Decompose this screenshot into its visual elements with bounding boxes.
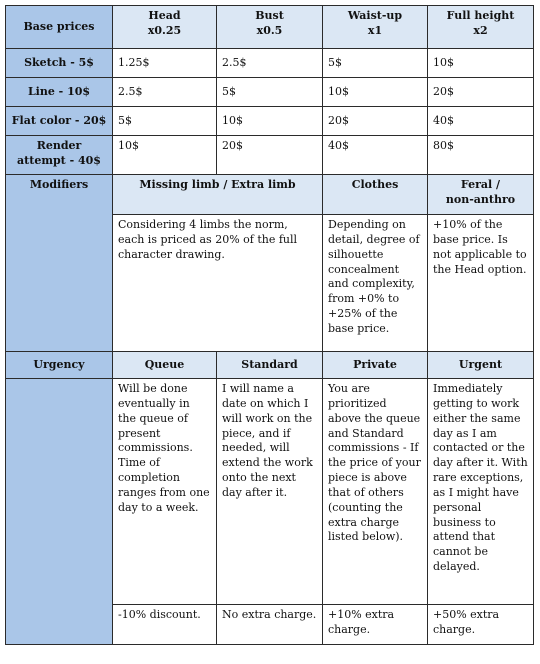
price-cell: 80$	[428, 136, 534, 175]
base-prices-corner: Base prices	[6, 6, 113, 49]
price-cell: 2.5$	[217, 49, 323, 78]
column-header-bust	[217, 6, 323, 49]
urgency-left-fill	[6, 379, 113, 645]
price-cell: 1.25$	[113, 49, 217, 78]
price-cell: 20$	[428, 78, 534, 107]
price-cell: 10$	[323, 78, 428, 107]
price-cell: 40$	[428, 107, 534, 136]
modifier-feral-text: +10% of the base price. Is not applicable to the Head option.	[428, 215, 534, 352]
modifiers-header-row	[6, 175, 534, 215]
urgency-charge-urgent: +50% extra charge.	[428, 605, 534, 645]
feral-header-line: non-anthro	[445, 192, 516, 206]
urgency-header-urgent: Urgent	[428, 352, 534, 379]
price-cell: 5$	[323, 49, 428, 78]
column-header-name: Waist-up	[347, 9, 403, 22]
price-table	[5, 5, 534, 645]
urgency-desc-private: You are prioritized above the queue and Standard commissions - If the price of your piece is above that of others (counting the extra charge listed below).	[323, 379, 428, 605]
feral-header-line: Feral /	[460, 178, 501, 191]
base-prices-header-row	[6, 6, 534, 49]
price-cell: 2.5$	[113, 78, 217, 107]
urgency-charge-private: +10% extra charge.	[323, 605, 428, 645]
price-cell: 40$	[323, 136, 428, 175]
price-cell: 10$	[113, 136, 217, 175]
price-cell: 20$	[323, 107, 428, 136]
urgency-header-row	[6, 352, 534, 379]
column-header-multiplier: x1	[367, 23, 383, 37]
urgency-desc-queue: Will be done eventually in the queue of present commissions. Time of completion ranges from one day to a week.	[113, 379, 217, 605]
column-header-full-height	[428, 6, 534, 49]
price-cell: 10$	[217, 107, 323, 136]
row-label-line: Line - 10$	[6, 78, 113, 107]
price-row-render	[6, 136, 534, 175]
urgency-header-standard: Standard	[217, 352, 323, 379]
row-label-render: Render attempt - 40$	[6, 136, 113, 175]
urgency-charge-queue: -10% discount.	[113, 605, 217, 645]
row-label-flat-color: Flat color - 20$	[6, 107, 113, 136]
price-cell: 10$	[428, 49, 534, 78]
urgency-description-row	[6, 379, 534, 605]
modifier-header-limb: Missing limb / Extra limb	[113, 175, 323, 215]
price-row-sketch	[6, 49, 534, 78]
price-row-line	[6, 78, 534, 107]
price-row-flat-color	[6, 107, 534, 136]
column-header-multiplier: x0.5	[256, 23, 283, 37]
urgency-header-private: Private	[323, 352, 428, 379]
row-label-sketch: Sketch - 5$	[6, 49, 113, 78]
urgency-header-queue: Queue	[113, 352, 217, 379]
column-header-multiplier: x2	[473, 23, 488, 37]
column-header-name: Head	[148, 9, 181, 22]
column-header-multiplier: x0.25	[147, 23, 182, 37]
modifier-header-clothes: Clothes	[323, 175, 428, 215]
column-header-head	[113, 6, 217, 49]
price-cell: 5$	[113, 107, 217, 136]
modifier-limb-text: Considering 4 limbs the norm, each is priced as 20% of the full character drawing.	[113, 215, 323, 352]
modifiers-label: Modifiers	[6, 175, 113, 352]
column-header-name: Bust	[255, 9, 284, 22]
urgency-charge-standard: No extra charge.	[217, 605, 323, 645]
urgency-desc-urgent: Immediately getting to work either the same day as I am contacted or the day after it. With rare exceptions, as I might have personal business to attend that cannot be delayed.	[428, 379, 534, 605]
urgency-label: Urgency	[6, 352, 113, 379]
price-cell: 20$	[217, 136, 323, 175]
urgency-desc-standard: I will name a date on which I will work on the piece, and if needed, will extend the work onto the next day after it.	[217, 379, 323, 605]
column-header-waist-up	[323, 6, 428, 49]
price-cell: 5$	[217, 78, 323, 107]
modifier-clothes-text: Depending on detail, degree of silhouette concealment and complexity, from +0% to +25% of the base price.	[323, 215, 428, 352]
modifier-header-feral	[428, 175, 534, 215]
column-header-name: Full height	[446, 9, 515, 22]
